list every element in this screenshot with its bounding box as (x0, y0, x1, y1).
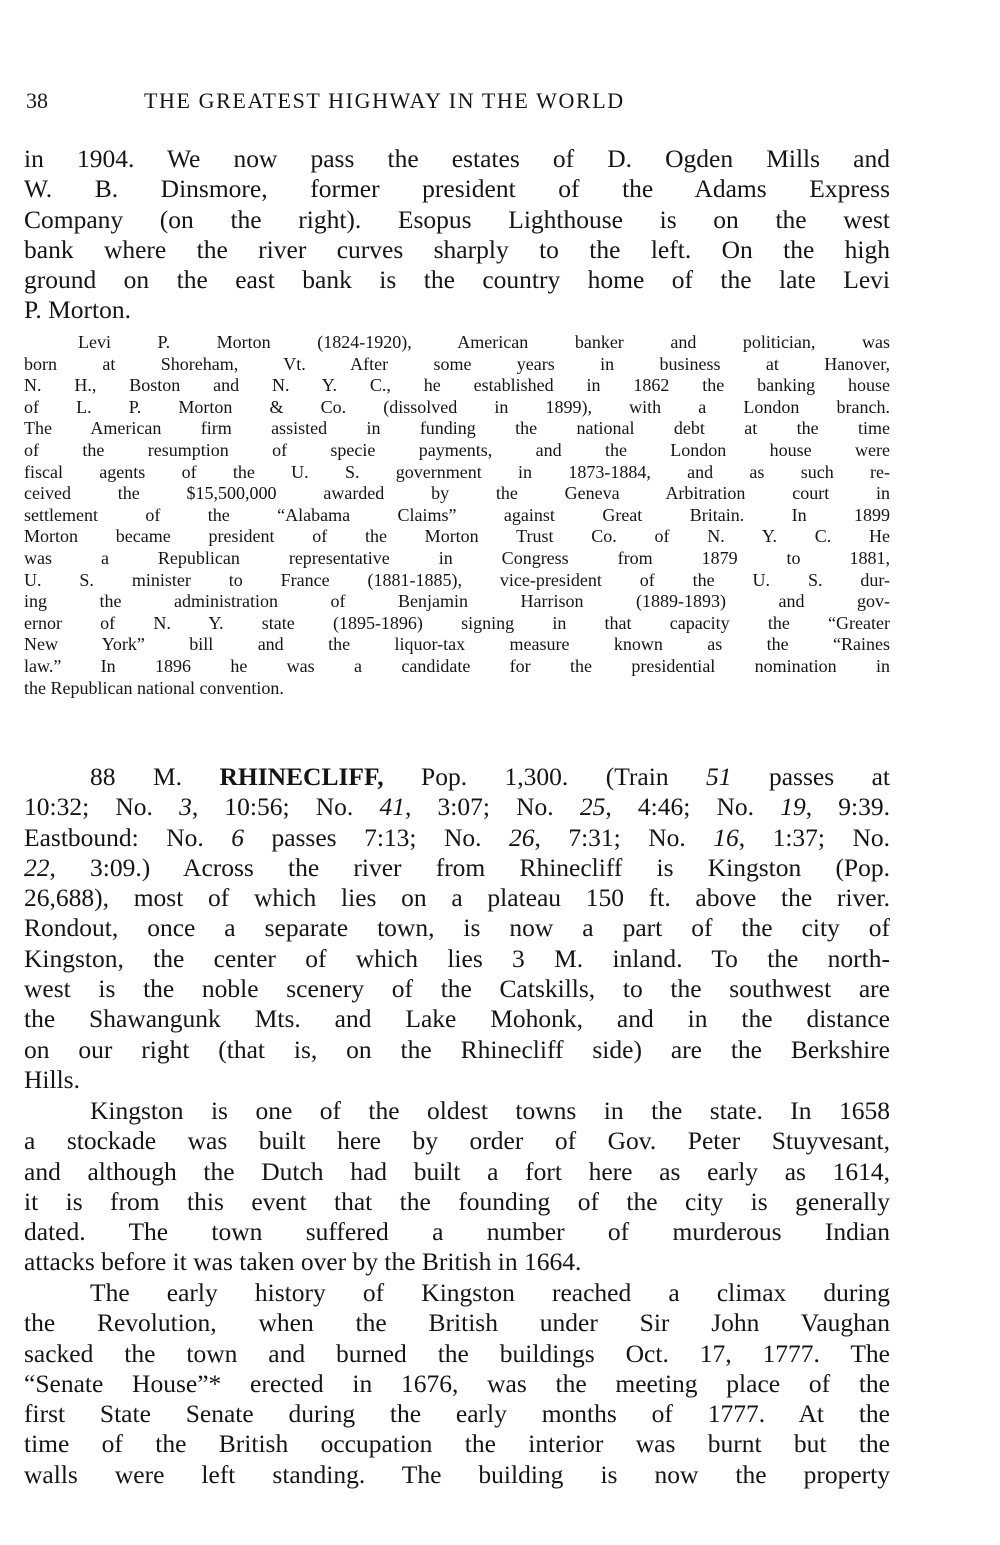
note-line: The American firm assisted in funding the national debt at the time (24, 418, 890, 439)
text-run: , 9:39. (805, 792, 890, 822)
note-line: N. H., Boston and N. Y. C., he established in 1862 the banking house (24, 375, 890, 396)
note-line: of the resumption of specie payments, and the London house were (24, 439, 890, 460)
note-line: of L. P. Morton & Co. (dissolved in 1899), with a London branch. (24, 396, 890, 417)
text-line: west is the noble scenery of the Catskills, to the southwest are (24, 974, 890, 1004)
text-run: , 1:37; No. (738, 822, 890, 852)
note-levi-morton (24, 332, 890, 699)
text-line: the Shawangunk Mts. and Lake Mohonk, and in the distance (24, 1004, 890, 1034)
note-line: the Republican national convention. (24, 677, 284, 698)
paragraph-kingston-history (24, 1096, 890, 1278)
text-line: Rondout, once a separate town, is now a part of the city of (24, 913, 890, 943)
text-line: Company (on the right). Esopus Lighthouse is on the west (24, 204, 890, 234)
train-number: 19 (780, 792, 806, 822)
text-line: first State Senate during the early months of 1777. At the (24, 1399, 890, 1429)
note-line: born at Shoreham, Vt. After some years in business at Hanover, (24, 353, 890, 374)
text-line: Kingston, the center of which lies 3 M. inland. To the north- (24, 943, 890, 973)
text-run: , 10:56; No. (191, 792, 380, 822)
text-run: 10:32; No. (24, 792, 180, 822)
text-line: time of the British occupation the interior was burnt but the (24, 1429, 890, 1459)
note-line: law.” In 1896 he was a candidate for the presidential nomination in (24, 655, 890, 676)
train-number: 25 (579, 792, 606, 822)
text-run: , 3:09.) Across the river from Rhinecliff is Kingston (Pop. (49, 852, 890, 882)
text-line: bank where the river curves sharply to the left. On the high (24, 234, 890, 264)
text-run: , 7:31; No. (534, 822, 714, 852)
text-line: Hills. (24, 1064, 80, 1094)
text-run: Eastbound: No. (24, 822, 232, 852)
text-line (24, 792, 890, 822)
note-line: ing the administration of Benjamin Harrison (1889-1893) and gov- (24, 591, 890, 612)
text-run: , 4:46; No. (605, 792, 781, 822)
text-line: The early history of Kingston reached a climax during (90, 1278, 890, 1307)
text-line (24, 762, 890, 792)
text-line: P. Morton. (24, 295, 131, 325)
mileage: 88 M. (90, 762, 220, 791)
text-line: ground on the east bank is the country home of the late Levi (24, 265, 890, 295)
text-line (24, 853, 890, 883)
text-line: W. B. Dinsmore, former president of the Adams Express (24, 174, 890, 204)
train-number: 22 (24, 852, 50, 882)
text-line: in 1904. We now pass the estates of D. Ogden Mills and (24, 144, 890, 173)
place-name: RHINECLIFF, (219, 762, 384, 791)
note-line: ceived the $15,500,000 awarded by the Geneva Arbitration court in (24, 483, 890, 504)
text-run: passes at (731, 762, 890, 791)
train-number: 3 (179, 792, 192, 822)
note-line: settlement of the “Alabama Claims” against Great Britain. In 1899 (24, 504, 890, 525)
note-line: was a Republican representative in Congress from 1879 to 1881, (24, 547, 890, 568)
text-run: passes 7:13; No. (243, 822, 509, 852)
train-number: 41 (379, 792, 405, 822)
text-line: the Revolution, when the British under Sir John Vaughan (24, 1308, 890, 1338)
text-line: Kingston is one of the oldest towns in the state. In 1658 (90, 1096, 890, 1125)
running-title: THE GREATEST HIGHWAY IN THE WORLD (144, 88, 625, 113)
train-number: 51 (706, 762, 732, 791)
text-line: 26,688), most of which lies on a plateau 150 ft. above the river. (24, 883, 890, 913)
page-number: 38 (26, 88, 48, 113)
paragraph-estates (24, 144, 890, 326)
text-run: , 3:07; No. (404, 792, 580, 822)
text-run: Pop. 1,300. (Train (383, 762, 707, 791)
train-number: 16 (713, 822, 739, 852)
paragraph-rhinecliff (24, 762, 890, 1095)
text-line: on our right (that is, on the Rhinecliff side) are the Berkshire (24, 1034, 890, 1064)
text-line: “Senate House”* erected in 1676, was the meeting place of the (24, 1368, 890, 1398)
text-line: dated. The town suffered a number of murderous Indian (24, 1217, 890, 1247)
text-line: and although the Dutch had built a fort here as early as 1614, (24, 1156, 890, 1186)
text-line: it is from this event that the founding of the city is generally (24, 1186, 890, 1216)
running-head (26, 88, 906, 118)
train-number: 26 (508, 822, 535, 852)
text-line: attacks before it was taken over by the British in 1664. (24, 1247, 582, 1277)
train-number: 6 (231, 822, 244, 852)
paragraph-revolution (24, 1278, 890, 1490)
note-line: U. S. minister to France (1881-1885), vice-president of the U. S. dur- (24, 569, 890, 590)
text-line: sacked the town and burned the buildings Oct. 17, 1777. The (24, 1338, 890, 1368)
text-line: walls were left standing. The building is now the property (24, 1459, 890, 1489)
note-line: Levi P. Morton (1824-1920), American banker and politician, was (78, 332, 890, 352)
text-line: a stockade was built here by order of Gov. Peter Stuyvesant, (24, 1126, 890, 1156)
note-line: Morton became president of the Morton Trust Co. of N. Y. C. He (24, 526, 890, 547)
text-line (24, 823, 890, 853)
note-line: fiscal agents of the U. S. government in 1873-1884, and as such re- (24, 461, 890, 482)
note-line: ernor of N. Y. state (1895-1896) signing in that capacity the “Greater (24, 612, 890, 633)
note-line: New York” bill and the liquor-tax measure known as the “Raines (24, 634, 890, 655)
